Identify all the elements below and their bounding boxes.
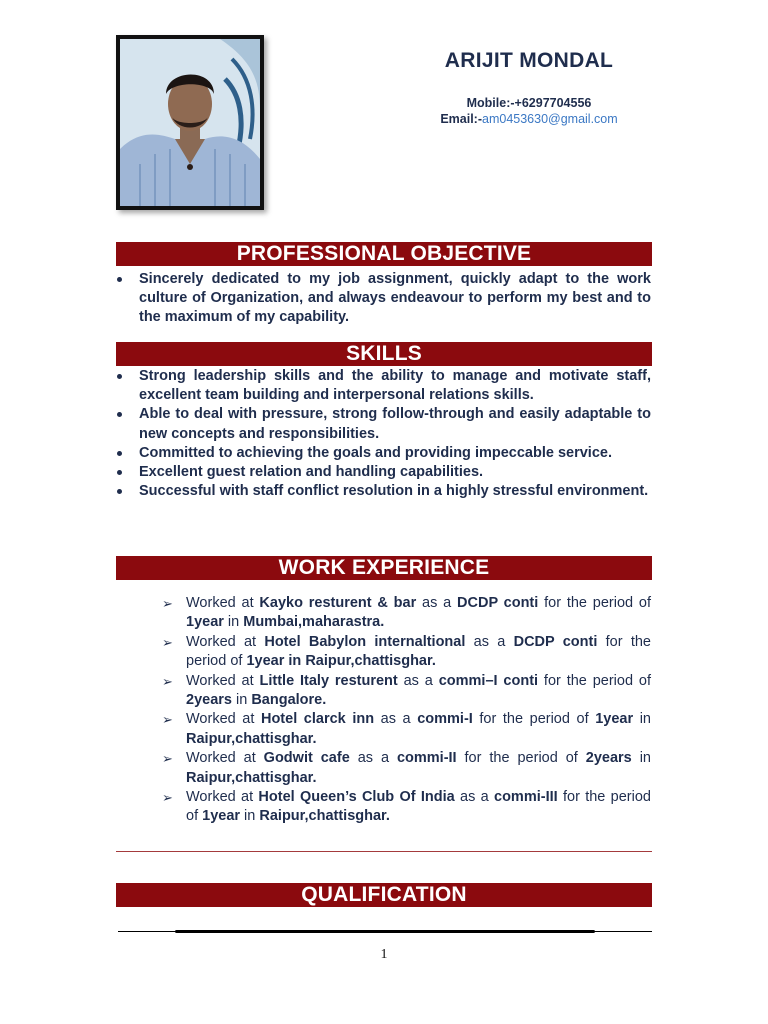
list-item: Committed to achieving the goals and providing impeccable service. — [116, 444, 651, 463]
candidate-name: ARIJIT MONDAL — [444, 49, 614, 72]
footer-rule-accent — [175, 930, 595, 933]
arrowhead-bullet-icon: ➢ — [162, 634, 173, 650]
email-link[interactable]: am0453630@gmail.com — [482, 112, 618, 126]
work-item: ➢ Worked at Little Italy resturent as a commi–I conti for the period of 2years in Bangalore. — [162, 672, 651, 709]
list-item: Successful with staff conflict resolution in a highly stressful environment. — [116, 482, 651, 501]
arrowhead-bullet-icon: ➢ — [162, 751, 173, 767]
list-item: Sincerely dedicated to my job assignment, quickly adapt to the work culture of Organization, and always endeavour to perform my best and to the maximum of my capability. — [116, 270, 651, 328]
list-item: Excellent guest relation and handling capabilities. — [116, 463, 651, 482]
profile-photo-image — [120, 39, 260, 206]
work-item: ➢ Worked at Godwit cafe as a commi-II for the period of 2years in Raipur,chattisghar. — [162, 750, 651, 786]
arrowhead-bullet-icon: ➢ — [162, 596, 173, 611]
work-list — [160, 594, 651, 827]
profile-photo — [116, 35, 264, 210]
work-item: ➢ Worked at Hotel Queen’s Club Of India as a commi-III for the period of 1year in Raipur,chattisghar. — [162, 789, 651, 825]
section-divider — [116, 851, 652, 852]
arrowhead-bullet-icon: ➢ — [162, 790, 173, 806]
work-item: ➢ Worked at Hotel clarck inn as a commi-I for the period of 1year in Raipur,chattisghar. — [162, 711, 651, 747]
mobile-line — [400, 96, 658, 110]
qualification-heading: QUALIFICATION — [116, 883, 652, 907]
list-item: Able to deal with pressure, strong follow-through and easily adaptable to new concepts and responsibilities. — [116, 405, 651, 443]
email-line — [400, 112, 658, 126]
work-item: ➢ Worked at Hotel Babylon internaltional as a DCDP conti for the period of 1year in Raipur,chattisghar. — [162, 633, 651, 670]
arrowhead-bullet-icon: ➢ — [162, 712, 173, 728]
mobile-label: Mobile:- — [466, 96, 515, 110]
list-item: Strong leadership skills and the ability to manage and motivate staff, excellent team building and interpersonal relations skills. — [116, 367, 651, 405]
work-heading: WORK EXPERIENCE — [116, 556, 652, 580]
objective-list — [116, 270, 651, 328]
work-item: ➢ Worked at Kayko resturent & bar as a DCDP conti for the period of 1year in Mumbai,maharastra. — [162, 595, 651, 631]
arrowhead-bullet-icon: ➢ — [162, 673, 173, 689]
page-number: 1 — [380, 947, 388, 962]
skills-heading: SKILLS — [116, 342, 652, 366]
email-label: Email:- — [440, 112, 482, 126]
skills-list — [116, 367, 651, 501]
mobile-value: +6297704556 — [514, 96, 592, 110]
objective-heading: PROFESSIONAL OBJECTIVE — [116, 242, 652, 266]
